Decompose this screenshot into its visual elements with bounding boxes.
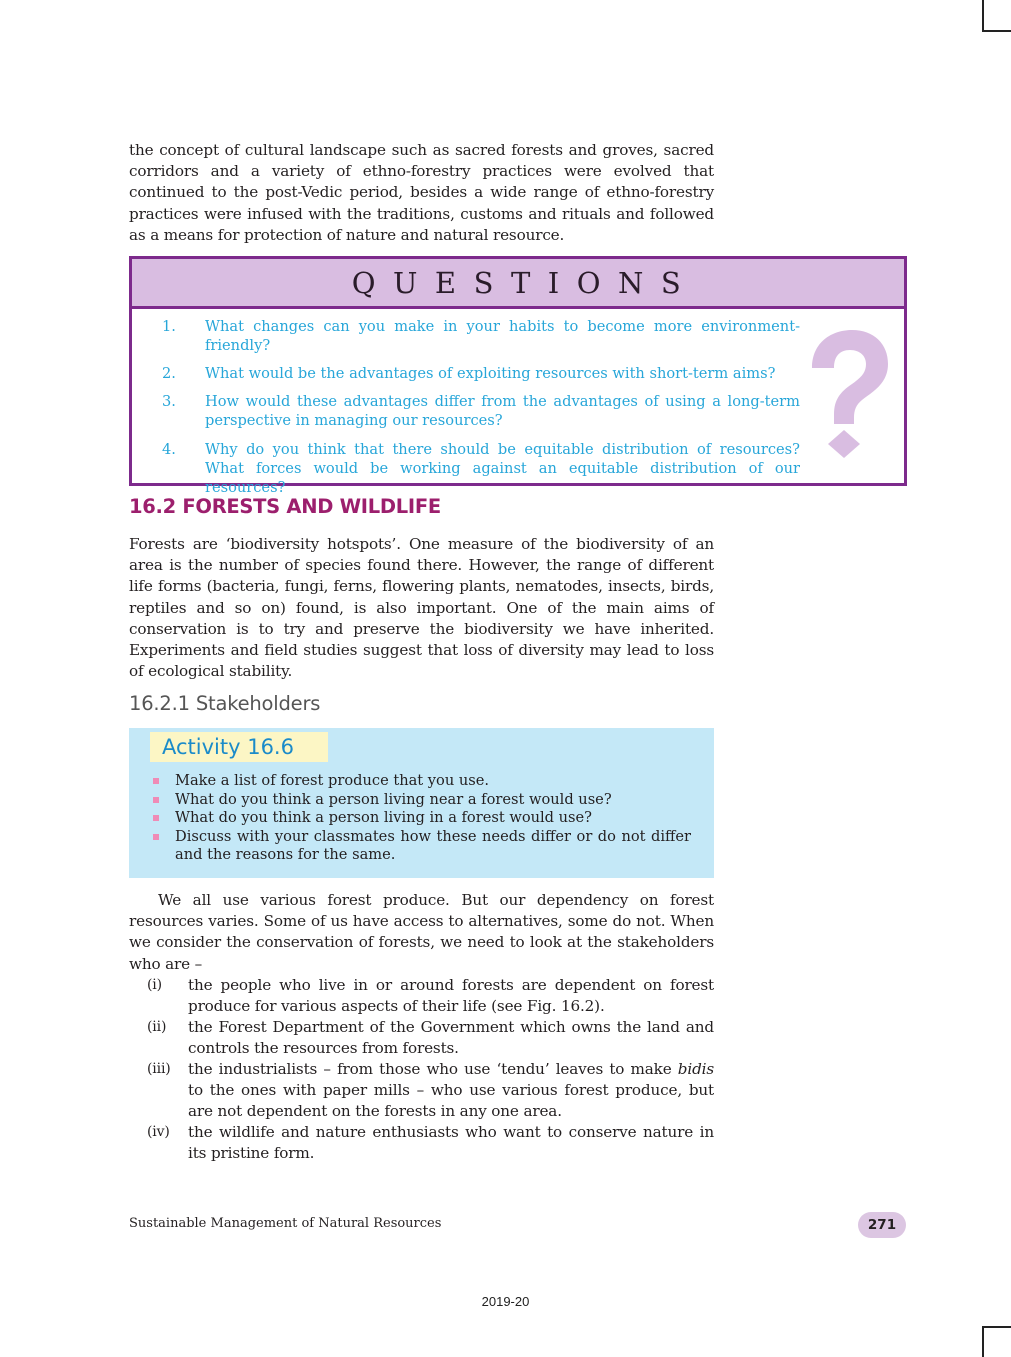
crop-mark-top [982,0,1011,32]
activity-item [151,809,691,828]
stakeholder-text: the wildlife and nature enthusiasts who want to conserve nature in its pristine form. [188,1122,714,1162]
activity-title: Activity 16.6 [150,732,328,762]
questions-heading: QUESTIONS [132,259,904,309]
stakeholder-item [129,1017,714,1059]
page-number-badge: 271 [858,1212,906,1238]
stakeholders-paragraph: We all use various forest produce. But our dependency on forest resources varies. Some of us have access to alternatives, some do not. When we consider the conservation of forests, we need to look at the stakeholders who are – [129,891,714,973]
forests-paragraph: Forests are ‘biodiversity hotspots’. One measure of the biodiversity of an area is the number of species found there. However, the range of different life forms (bacteria, fungi, ferns, flowering plants, nematodes, insects, birds, reptiles and so on) found, is also important. One of the main aims of conservation is to try and preserve the biodiversity we have inherited. Experiments and field studies suggest that loss of diversity may lead to loss of ecological stability. [129,535,714,681]
stakeholder-text: the people who live in or around forests are dependent on forest produce for various aspects of their life (see Fig. 16.2). [188,976,714,1015]
question-text: What changes can you make in your habits to become more environment-friendly? [205,318,800,354]
question-mark-icon [800,330,890,460]
stakeholder-item [129,1122,714,1164]
stakeholder-item [129,975,714,1017]
stakeholder-number: (ii) [147,1018,167,1035]
question-text: How would these advantages differ from the advantages of using a long-term perspective in managing our resources? [205,393,800,429]
stakeholder-text-after: to the ones with paper mills – who use various forest produce, but are not dependent on the forests in any one area. [188,1080,714,1120]
square-bullet-icon [153,797,159,803]
intro-paragraph: the concept of cultural landscape such as sacred forests and groves, sacred corridors and a variety of ethno-forestry practices were evolved that continued to the post-Vedic period, besides a wide range of ethno-forestry practices were infused with the traditions, customs and rituals and followed as a means for protection of nature and natural resource. [129,141,714,244]
section-title: 16.2 FORESTS AND WILDLIFE [129,495,441,518]
square-bullet-icon [153,815,159,821]
question-text: What would be the advantages of exploiting resources with short-term aims? [205,365,776,382]
question-number: 4. [162,441,176,458]
crop-mark-bottom [982,1326,1011,1357]
square-bullet-icon [153,778,159,784]
question-number: 2. [162,365,176,382]
activity-item-text: Discuss with your classmates how these needs differ or do not differ and the reasons for the same. [175,827,691,864]
activity-item [151,828,691,865]
stakeholder-text: the Forest Department of the Government which owns the land and controls the resources from forests. [188,1017,714,1057]
footer-book-title: Sustainable Management of Natural Resources [129,1216,442,1231]
subsection-title: 16.2.1 Stakeholders [129,692,321,715]
question-text: Why do you think that there should be equitable distribution of resources? What forces would be working against an equitable distribution of our resources? [205,441,800,496]
square-bullet-icon [153,834,159,840]
activity-item-text: What do you think a person living in a forest would use? [175,809,592,827]
stakeholders-list [129,975,714,1164]
activity-item [151,791,691,810]
activity-item [151,772,691,791]
question-number: 3. [162,393,176,410]
activity-item-text: What do you think a person living near a forest would use? [175,790,612,808]
year-label: 2019-20 [481,1294,530,1309]
stakeholder-emphasis: bidis [677,1059,714,1078]
activity-list [151,772,691,865]
stakeholder-number: (iii) [147,1060,171,1077]
stakeholder-text-before: the industrialists – from those who use ‘tendu’ leaves to make [188,1059,678,1078]
activity-item-text: Make a list of forest produce that you use. [175,772,490,789]
activity-box [129,728,714,878]
stakeholder-item [129,1059,714,1121]
questions-box [129,256,907,496]
stakeholder-number: (i) [147,977,162,993]
stakeholder-number: (iv) [147,1123,170,1140]
question-number: 1. [162,318,176,335]
